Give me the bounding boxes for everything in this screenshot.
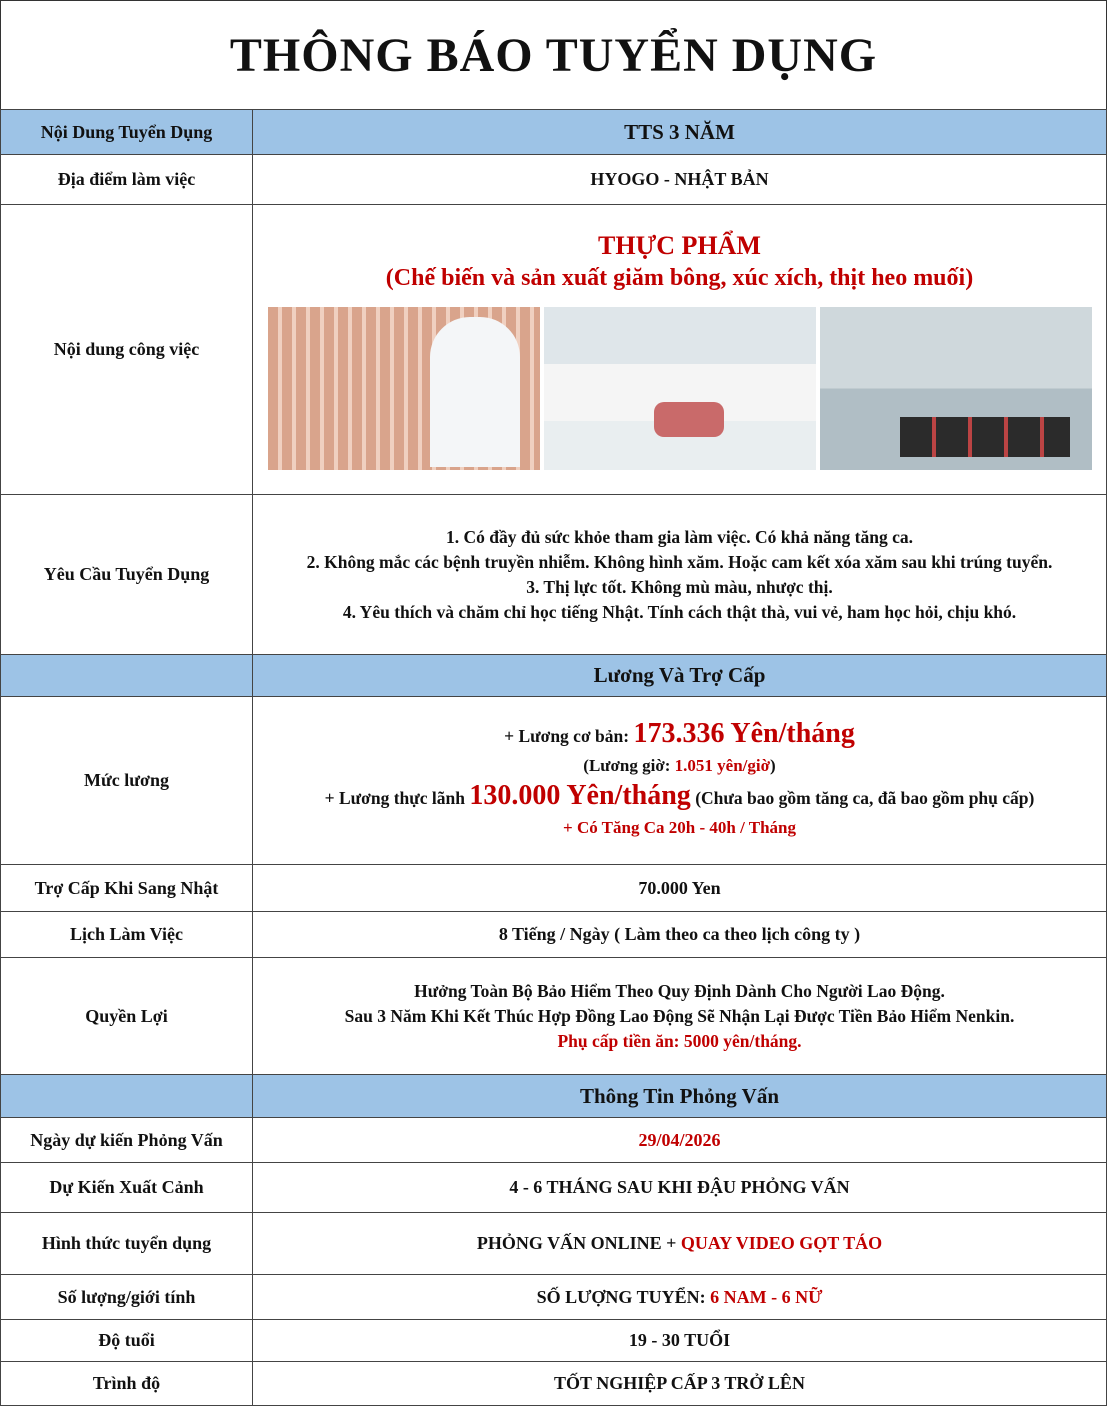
net-salary-label: + Lương thực lãnh xyxy=(324,787,470,808)
label: Dự Kiến Xuất Cảnh xyxy=(1,1163,253,1213)
row-quantity xyxy=(1,1275,1107,1320)
row-age xyxy=(1,1320,1107,1362)
label: Lịch Làm Việc xyxy=(1,912,253,958)
row-allowance xyxy=(1,865,1107,912)
row-departure xyxy=(1,1163,1107,1213)
benefit-line: Hưởng Toàn Bộ Bảo Hiểm Theo Quy Định Dành Cho Người Lao Động. xyxy=(414,980,945,1001)
label: Quyền Lợi xyxy=(1,958,253,1075)
sausage-photo xyxy=(268,307,540,470)
row-interview-date xyxy=(1,1118,1107,1163)
row-recruit xyxy=(1,110,1107,155)
value: SỐ LƯỢNG TUYỂN: xyxy=(536,1286,711,1307)
label: Số lượng/giới tính xyxy=(1,1275,253,1320)
basic-salary-label: + Lương cơ bản: xyxy=(504,725,634,746)
row-location xyxy=(1,155,1107,205)
net-salary-value: 130.000 Yên/tháng xyxy=(469,779,691,811)
basic-salary-value: 173.336 Yên/tháng xyxy=(633,717,855,749)
page-title: THÔNG BÁO TUYỂN DỤNG xyxy=(0,0,1107,109)
row-form xyxy=(1,1213,1107,1275)
value: 70.000 Yen xyxy=(253,865,1107,912)
meat-cutting-photo xyxy=(544,307,816,470)
hourly-value: 1.051 yên/giờ xyxy=(674,755,771,775)
job-photos xyxy=(257,307,1102,470)
row-benefits xyxy=(1,958,1107,1075)
job-title: THỰC PHẨM xyxy=(598,231,761,260)
section-interview xyxy=(1,1075,1107,1118)
benefit-line: Phụ cấp tiền ăn: 5000 yên/tháng. xyxy=(557,1030,802,1051)
packaging-photo xyxy=(820,307,1092,470)
value: PHỎNG VẤN ONLINE + xyxy=(476,1233,681,1253)
section-heading: Thông Tin Phỏng Vấn xyxy=(253,1075,1107,1118)
hourly-suffix: ) xyxy=(770,755,776,775)
requirement-item: 2. Không mắc các bệnh truyền nhiễm. Không hình xăm. Hoặc cam kết xóa xăm sau khi trúng tuyển. xyxy=(306,551,1053,572)
requirement-item: 1. Có đầy đủ sức khỏe tham gia làm việc. Có khả năng tăng ca. xyxy=(445,526,913,547)
row-schedule xyxy=(1,912,1107,958)
value: HYOGO - NHẬT BẢN xyxy=(253,155,1107,205)
label: Địa điểm làm việc xyxy=(1,155,253,205)
label: Hình thức tuyển dụng xyxy=(1,1213,253,1275)
label: Yêu Cầu Tuyển Dụng xyxy=(1,495,253,655)
net-salary-note: (Chưa bao gồm tăng ca, đã bao gồm phụ cấp) xyxy=(690,787,1035,808)
value: 8 Tiếng / Ngày ( Làm theo ca theo lịch công ty ) xyxy=(253,912,1107,958)
label: Trợ Cấp Khi Sang Nhật xyxy=(1,865,253,912)
overtime-note: + Có Tăng Ca 20h - 40h / Tháng xyxy=(563,817,796,837)
label: Mức lương xyxy=(1,697,253,865)
section-heading: Lương Và Trợ Cấp xyxy=(253,655,1107,697)
requirement-item: 4. Yêu thích và chăm chỉ học tiếng Nhật. Tính cách thật thà, vui vẻ, ham học hỏi, chịu khó. xyxy=(342,601,1017,622)
label: Nội dung công việc xyxy=(1,205,253,495)
value-highlight: 6 NAM - 6 NỮ xyxy=(710,1286,823,1307)
label: Độ tuổi xyxy=(1,1320,253,1362)
benefit-line: Sau 3 Năm Khi Kết Thúc Hợp Đồng Lao Động Sẽ Nhận Lại Được Tiền Bảo Hiểm Nenkin. xyxy=(344,1005,1015,1026)
job-subtitle: (Chế biến và sản xuất giăm bông, xúc xích, thịt heo muối) xyxy=(385,265,974,291)
recruitment-table xyxy=(0,109,1107,1406)
value: 4 - 6 THÁNG SAU KHI ĐẬU PHỎNG VẤN xyxy=(253,1163,1107,1213)
hourly-label: (Lương giờ: xyxy=(583,755,675,775)
value-highlight: QUAY VIDEO GỌT TÁO xyxy=(680,1233,883,1253)
value: TTS 3 NĂM xyxy=(253,110,1107,155)
value: 19 - 30 TUỔI xyxy=(253,1320,1107,1362)
value: 29/04/2026 xyxy=(253,1118,1107,1163)
section-salary xyxy=(1,655,1107,697)
row-requirements xyxy=(1,495,1107,655)
label: Nội Dung Tuyển Dụng xyxy=(1,110,253,155)
label: Trình độ xyxy=(1,1362,253,1406)
label: Ngày dự kiến Phỏng Vấn xyxy=(1,1118,253,1163)
requirement-item: 3. Thị lực tốt. Không mù màu, nhược thị. xyxy=(526,576,833,597)
row-education xyxy=(1,1362,1107,1406)
value: TỐT NGHIỆP CẤP 3 TRỞ LÊN xyxy=(253,1362,1107,1406)
row-job xyxy=(1,205,1107,495)
row-salary xyxy=(1,697,1107,865)
